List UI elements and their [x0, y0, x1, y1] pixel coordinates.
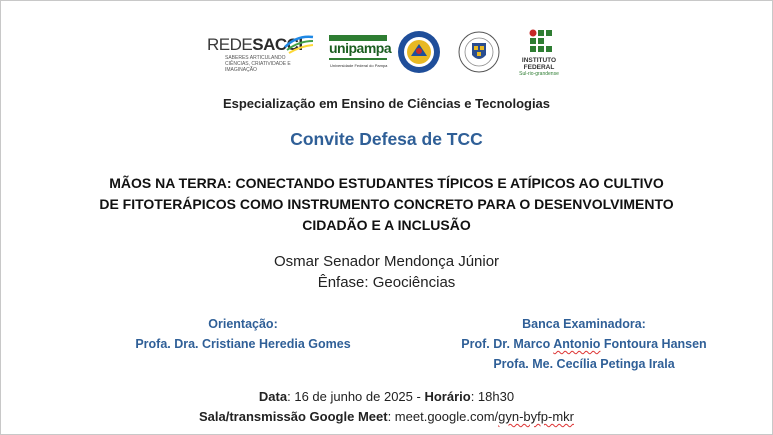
author-name: Osmar Senador Mendonça Júnior — [273, 253, 500, 270]
orientation-block — [103, 314, 383, 354]
thesis-title-line: MÃOS NA TERRA: CONECTANDO ESTUDANTES TÍPICOS E ATÍPICOS AO CULTIVO — [109, 175, 664, 191]
orientation-label: Orientação: — [208, 317, 278, 331]
redesacci-logo — [207, 33, 317, 73]
schedule-block — [1, 387, 772, 427]
unipampa-subtitle: Universidade Federal do Pampa — [330, 63, 388, 68]
committee-member: Profa. Me. Cecília Petinga Irala — [493, 357, 675, 371]
invite-heading: Convite Defesa de TCC — [290, 129, 483, 149]
ufpel-seal-icon — [397, 29, 441, 75]
unipampa-name: unipampa — [329, 40, 392, 56]
if-grid-icon — [529, 29, 553, 55]
ufsm-seal-icon — [457, 29, 501, 75]
unipampa-divider — [329, 58, 387, 60]
unipampa-logo — [329, 35, 392, 73]
committee-member: Prof. Dr. Marco Antonio Fontoura Hansen — [461, 337, 707, 351]
logo-strip — [1, 27, 772, 83]
meet-link[interactable]: gyn-byfp-mkr — [498, 409, 574, 424]
advisor-name: Profa. Dra. Cristiane Heredia Gomes — [135, 337, 351, 351]
redesacci-tagline: SABERES ARTICULANDO CIÊNCIAS, CRIATIVIDADE E IMAGINAÇÃO — [225, 55, 291, 73]
committee-label: Banca Examinadora: — [522, 317, 646, 331]
thesis-title-line: CIDADÃO E A INCLUSÃO — [302, 217, 471, 233]
emphasis: Ênfase: Geociências — [317, 274, 456, 291]
date-time-line: Data: 16 de junho de 2025 - Horário: 18h30 — [258, 389, 515, 404]
committee-block — [434, 314, 734, 374]
swoosh-icon — [283, 33, 315, 55]
redesacci-wordmark: REDESACCI — [207, 35, 303, 54]
thesis-title — [41, 173, 732, 236]
spellcheck-flagged-word: Antonio — [553, 337, 601, 351]
thesis-title-line: DE FITOTERÁPICOS COMO INSTRUMENTO CONCRETO PARA O DESENVOLVIMENTO — [99, 196, 674, 212]
meet-line: Sala/transmissão Google Meet: meet.google.com/gyn-byfp-mkr — [199, 409, 574, 424]
course-name: Especialização em Ensino de Ciências e Tecnologias — [222, 96, 551, 111]
ifrs-name: INSTITUTO FEDERAL — [521, 57, 557, 71]
author-block — [1, 251, 772, 293]
ifrs-logo — [517, 29, 567, 79]
ifrs-subtitle: Sul-rio-grandense — [519, 71, 559, 77]
